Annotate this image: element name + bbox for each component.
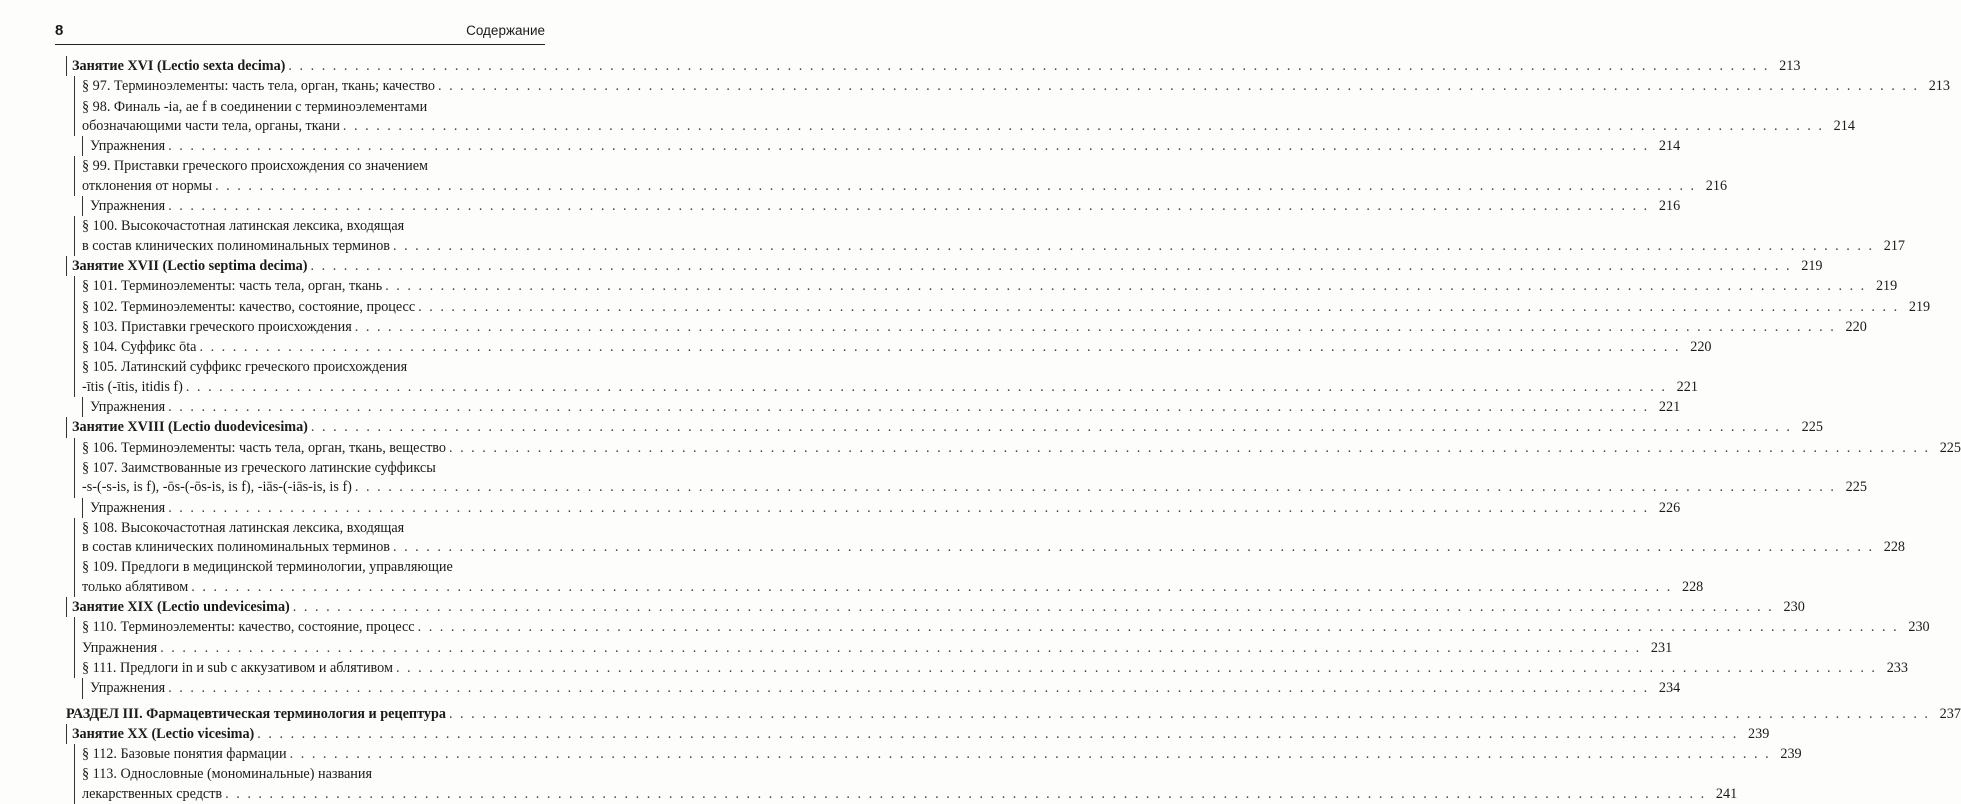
toc-entry-title: § 100. Высокочастотная латинская лексика, входящая [82, 218, 405, 235]
toc-entry-title: Упражнения [90, 198, 166, 215]
toc-page-number: 217 [1883, 237, 1905, 254]
toc-entry[interactable] [74, 518, 1905, 558]
dot-leader [449, 705, 1930, 724]
toc-entry[interactable] [82, 397, 1681, 417]
toc-page-number: 230 [1783, 599, 1805, 616]
toc-page-number: 230 [1908, 619, 1930, 636]
toc-entry[interactable] [66, 56, 1801, 76]
dot-leader [160, 639, 1641, 658]
toc-page-number: 213 [1928, 78, 1950, 95]
dot-leader [449, 439, 1930, 458]
dot-leader [191, 578, 1672, 597]
toc-entry[interactable] [66, 704, 1961, 724]
toc-entry-title: § 108. Высокочастотная латинская лексика, входящая [82, 519, 405, 536]
toc-entry-title: § 101. Терминоэлементы: часть тела, орган, ткань [82, 278, 383, 295]
toc-entry-title: -ītis (-ītis, itidis f) [82, 378, 183, 395]
toc-page-number: 216 [1705, 177, 1728, 194]
toc-entry-title: Занятие XIX (Lectio undevicesima) [72, 599, 290, 616]
toc-page-number: 219 [1801, 257, 1823, 274]
toc-entry-title: Упражнения [82, 639, 158, 656]
toc-page-number: 228 [1681, 578, 1704, 595]
toc-entry[interactable] [74, 317, 1867, 337]
toc-entry-title: § 106. Терминоэлементы: часть тела, орган, ткань, вещество [82, 439, 446, 456]
toc-entry-title: § 113. Однословные (мономинальные) названия [82, 766, 372, 783]
toc-page-number: 216 [1658, 198, 1681, 215]
dot-leader [290, 745, 1771, 764]
toc-entry-title: § 98. Финаль -ia, ae f в соединении с терминоэлементами [82, 98, 428, 115]
toc-entry[interactable] [74, 617, 1930, 637]
dot-leader [393, 237, 1874, 256]
toc-entry[interactable] [74, 764, 1738, 804]
toc-page-number: 220 [1690, 339, 1712, 356]
toc-entry[interactable] [74, 658, 1908, 678]
dot-leader [311, 418, 1792, 437]
toc-entry[interactable] [74, 557, 1704, 597]
toc-entry[interactable] [74, 458, 1867, 498]
toc-entry[interactable] [74, 357, 1698, 397]
toc-entry-title: в состав клинических полиноминальных терминов [82, 237, 390, 254]
dot-leader [168, 137, 1649, 156]
toc-entry[interactable] [74, 216, 1905, 256]
toc-page-number: 219 [1875, 278, 1898, 295]
dot-leader [355, 478, 1836, 497]
dot-leader [438, 77, 1919, 96]
toc-entry-title: § 107. Заимствованные из греческого латинские суффиксы [82, 459, 436, 476]
dot-leader [418, 298, 1899, 317]
toc-entry-title: лекарственных средств [82, 785, 223, 802]
page-number: 8 [55, 22, 64, 39]
dot-leader [418, 618, 1899, 637]
toc-entry-title: Упражнения [90, 138, 166, 155]
toc-entry[interactable] [74, 638, 1673, 658]
toc-entry-title: обозначающими части тела, органы, ткани [82, 117, 340, 134]
toc-page-number: 237 [1939, 705, 1961, 722]
toc-page-number: 221 [1658, 399, 1681, 416]
dot-leader [168, 197, 1649, 216]
toc-page-number: 241 [1715, 785, 1738, 802]
toc-entry[interactable] [74, 744, 1802, 764]
toc-entry-title: § 99. Приставки греческого происхождения со значением [82, 158, 428, 175]
toc-entry[interactable] [66, 256, 1823, 276]
toc-page-number: 231 [1650, 639, 1673, 656]
dot-leader [215, 177, 1696, 196]
toc-page-number: 239 [1748, 725, 1770, 742]
toc-entry[interactable] [74, 156, 1728, 196]
toc-entry-title: § 97. Терминоэлементы: часть тела, орган, ткань; качество [82, 78, 435, 95]
toc-entry-title: § 105. Латинский суффикс греческого происхождения [82, 359, 408, 376]
toc-page-number: 214 [1658, 138, 1681, 155]
toc-entry-title: § 102. Терминоэлементы: качество, состояние, процесс [82, 298, 416, 315]
toc-entry-title: Упражнения [90, 499, 166, 516]
toc-entry-title: Занятие XVII (Lectio septima decima) [72, 257, 308, 274]
toc-entry-title: отклонения от нормы [82, 177, 213, 194]
toc-entry-title: только аблятивом [82, 578, 189, 595]
dot-leader [199, 338, 1680, 357]
dot-leader [225, 785, 1706, 804]
dot-leader [385, 277, 1866, 296]
dot-leader [168, 499, 1649, 518]
toc-entry-title: § 103. Приставки греческого происхождения [82, 318, 352, 335]
toc-entry[interactable] [74, 276, 1898, 296]
toc-entry[interactable] [66, 597, 1805, 617]
toc-page-number: 239 [1780, 746, 1802, 763]
toc-page-number: 225 [1939, 439, 1961, 456]
toc-page-number: 225 [1801, 419, 1823, 436]
dot-leader [393, 538, 1874, 557]
toc-entry-title: Занятие XVIII (Lectio duodevicesima) [72, 419, 308, 436]
toc-entry-title: РАЗДЕЛ III. Фармацевтическая терминология и рецептура [66, 705, 446, 722]
table-of-contents [66, 56, 1961, 804]
toc-entry-title: -s-(-s-is, is f), -ōs-(-ōs-is, is f), -iās-(-iās-is, is f) [82, 479, 352, 496]
toc-entry[interactable] [74, 76, 1950, 96]
toc-page-number: 226 [1658, 499, 1681, 516]
toc-page-number: 220 [1845, 318, 1867, 335]
running-header [55, 20, 545, 45]
toc-entry-title: Занятие XX (Lectio vicesima) [72, 725, 255, 742]
toc-entry[interactable] [66, 417, 1823, 437]
toc-entry[interactable] [82, 196, 1681, 216]
toc-page-number: 213 [1779, 58, 1801, 74]
toc-entry-title: Занятие XVI (Lectio sexta decima) [72, 58, 286, 74]
toc-entry-title: § 109. Предлоги в медицинской терминологии, управляющие [82, 559, 453, 576]
toc-page-number: 225 [1845, 479, 1867, 496]
toc-entry[interactable] [66, 724, 1770, 744]
toc-entry-title: § 104. Суффикс ōta [82, 339, 197, 356]
toc-page-number: 233 [1886, 659, 1908, 676]
dot-leader [288, 57, 1769, 76]
toc-page-number: 228 [1883, 539, 1905, 556]
dot-leader [355, 318, 1836, 337]
dot-leader [293, 598, 1774, 617]
toc-entry-title: § 110. Терминоэлементы: качество, состояние, процесс [82, 619, 415, 636]
toc-entry-title: Упражнения [90, 399, 166, 416]
toc-entry[interactable] [82, 498, 1681, 518]
toc-entry[interactable] [74, 337, 1712, 357]
dot-leader [311, 257, 1792, 276]
dot-leader [168, 679, 1649, 698]
dot-leader [343, 117, 1824, 136]
toc-entry-title: § 112. Базовые понятия фармации [82, 746, 287, 763]
section-title: Содержание [466, 23, 545, 38]
dot-leader [257, 725, 1738, 744]
toc-page-number: 221 [1676, 378, 1698, 395]
toc-entry-title: в состав клинических полиноминальных терминов [82, 539, 390, 556]
dot-leader [186, 378, 1667, 397]
toc-entry[interactable] [82, 678, 1681, 698]
dot-leader [168, 398, 1649, 417]
toc-entry-title: § 111. Предлоги in и sub с аккузативом и аблятивом [82, 659, 393, 676]
toc-entry[interactable] [74, 297, 1931, 317]
toc-entry[interactable] [74, 438, 1961, 458]
dot-leader [396, 659, 1877, 678]
toc-entry-title: Упражнения [90, 680, 166, 697]
toc-page-number: 219 [1908, 298, 1931, 315]
toc-page-number: 234 [1658, 680, 1681, 697]
toc-entry[interactable] [74, 97, 1855, 137]
toc-entry[interactable] [82, 136, 1681, 156]
toc-page-number: 214 [1833, 117, 1855, 134]
